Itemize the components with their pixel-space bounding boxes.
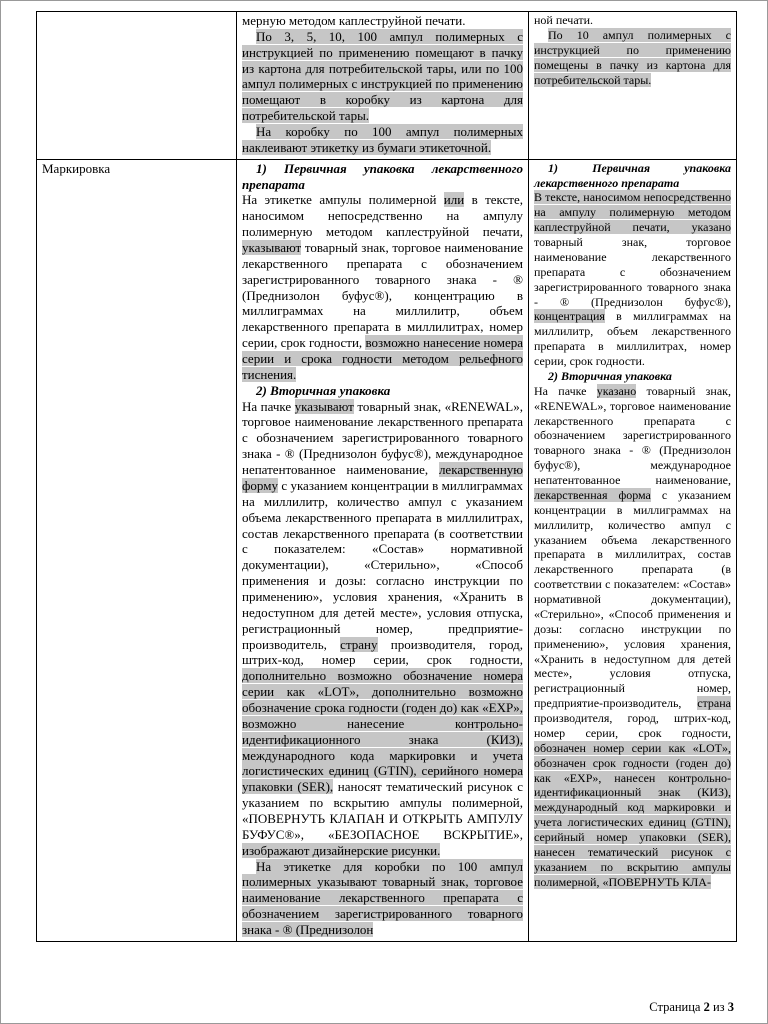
text-run: На пачке bbox=[534, 383, 597, 398]
text-run: ной печати. bbox=[534, 13, 594, 27]
footer-label: Страница bbox=[649, 1000, 704, 1014]
table-row bbox=[37, 159, 737, 941]
text-run: производителя, город, штрих-код, номер серии, срок годности, bbox=[242, 636, 523, 668]
text-run: в тексте, наносимом непосредственно на ампулу полимерную методом каплеструйной печати, bbox=[242, 192, 523, 240]
text-run: На пачке bbox=[242, 398, 295, 414]
text-run: товарный знак, торговое наименование лекарственного препарата с обозначением зарегистрированного товарного знака - ® (Преднизолон буфус®), bbox=[534, 235, 731, 309]
highlighted-text: дополнительно возможно обозначение номера серии как «LOT», дополнительно возможно обозначение срока годности (годен до) как «EXP», возможно нанесение контрольно-идентификационного знака (КИЗ), международного кода маркировки и учета логистических единиц (GTIN), серийного номера упаковки (SER), bbox=[242, 668, 523, 795]
highlighted-text: указывают bbox=[294, 398, 354, 414]
highlighted-text: указано bbox=[596, 383, 637, 398]
page-footer bbox=[649, 1000, 734, 1015]
highlighted-text: обозначен номер серии как «LOT», обозначен срок годности (годен до) как «EXP», нанесен контрольно-идентификационный знак (КИЗ), международный код маркировки и учета логистических единиц (GTIN), серийный номер упаковки (SER), нанесен тематический рисунок с указанием по вскрытию ампулы полимерной, «ПОВЕРНУТЬ КЛА- bbox=[534, 740, 731, 889]
table-cell bbox=[529, 12, 737, 160]
text-run: с указанием концентрации в миллиграммах на миллилитр, количество ампул с указанием объема лекарственного препарата в миллилитрах, состав лекарственного препарата (в соответствии с показателем: «Состав» нормативной документации), «Стерильно», «Способ применения и дозы: согласно инструкции по применению», условия хранения, «Хранить в недоступном для детей месте», условия отпуска, регистрационный номер, предприятие-производитель, bbox=[534, 487, 731, 711]
table-row bbox=[37, 12, 737, 160]
table-cell bbox=[37, 12, 237, 160]
document-page bbox=[1, 1, 767, 1023]
text-run: производителя, город, штрих-код, номер серии, срок годности, bbox=[534, 711, 731, 740]
text-run: товарный знак, «RENEWAL», торговое наименование лекарственного препарата с обозначением зарегистрированного товарного знака - ® (Преднизолон буфус®), международное непатентованное наименование, bbox=[534, 383, 731, 488]
highlighted-text: концентрация bbox=[534, 309, 605, 324]
text-run: 1) Первичная упаковка лекарственного препарата bbox=[242, 160, 523, 192]
highlighted-text: страна bbox=[697, 696, 731, 711]
cell-heading bbox=[534, 161, 731, 191]
footer-page-number: 2 bbox=[703, 1000, 710, 1014]
table-cell bbox=[237, 12, 529, 160]
cell-paragraph bbox=[242, 124, 523, 156]
highlighted-text: На коробку по 100 ампул полимерных наклеивают этикетку из бумаги этикеточной. bbox=[242, 124, 523, 155]
cell-paragraph bbox=[534, 384, 731, 890]
highlighted-text: возможно нанесение номера серии и срока годности методом рельефного тиснения. bbox=[242, 335, 523, 382]
text-run: товарный знак, торговое наименование лекарственного препарата с обозначением зарегистрированного товарного знака - ® (Преднизолон буфус®), концентрацию в миллиграммах на миллилитр, объем лекарственного препарата в миллилитрах, номер серии, срок годности, bbox=[242, 240, 523, 351]
comparison-table bbox=[36, 11, 737, 942]
cell-paragraph bbox=[242, 13, 523, 29]
table-cell bbox=[37, 159, 237, 941]
cell-heading bbox=[242, 383, 523, 399]
text-run: мерную методом каплеструйной печати. bbox=[242, 13, 466, 28]
text-run: 1) Первичная упаковка лекарственного препарата bbox=[534, 160, 731, 190]
cell-paragraph bbox=[242, 192, 523, 382]
footer-separator: из bbox=[709, 1000, 728, 1014]
highlighted-text: лекарственная форма bbox=[534, 487, 651, 502]
highlighted-text: На этикетке для коробки по 100 ампул полимерных указывают товарный знак, торговое наименование лекарственного препарата с обозначением зарегистрированного товарного знака - ® (Преднизолон bbox=[242, 858, 523, 937]
cell-paragraph bbox=[242, 859, 523, 938]
highlighted-text: страну bbox=[340, 636, 378, 652]
text-run: наносят тематический рисунок с указанием по вскрытию ампулы полимерной, «ПОВЕРНУТЬ КЛАПАН И ОТКРЫТЬ АМПУЛУ БУФУС®», «БЕЗОПАСНОЕ ВСКРЫТИЕ», bbox=[242, 779, 523, 842]
table-body bbox=[37, 12, 737, 942]
cell-heading bbox=[534, 369, 731, 384]
text-run: товарный знак, «RENEWAL», торговое наименование лекарственного препарата с обозначением зарегистрированного товарного знака - ® (Преднизолон буфус®), международное непатентованное наименование, bbox=[242, 398, 523, 478]
text-run: 2) Вторичная упаковка bbox=[548, 368, 672, 383]
highlighted-text: В тексте, наносимом непосредственно на ампулу полимерную методом каплеструйной печати, bbox=[534, 190, 731, 235]
text-run: в миллиграммах на миллилитр, объем лекарственного препарата в миллилитрах, номер серии, срок годности. bbox=[534, 309, 731, 369]
footer-page-total: 3 bbox=[727, 1000, 734, 1014]
text-run: Маркировка bbox=[42, 160, 111, 176]
cell-paragraph bbox=[534, 190, 731, 369]
text-run: с указанием концентрации в миллиграммах на миллилитр, количество ампул с указанием объема лекарственного препарата в миллилитрах, состав лекарственного препарата (в соответствии с показателем: «Состав» нормативной документации), «Стерильно», «Способ применения и дозы: согласно инструкции по применению», условия хранения, «Хранить в недоступном для детей месте», условия отпуска, регистрационный номер, предприятие-производитель, bbox=[242, 477, 523, 652]
highlighted-text: лекарственную форму bbox=[242, 462, 523, 493]
highlighted-text: или bbox=[443, 192, 465, 208]
highlighted-text: указано bbox=[691, 220, 731, 235]
highlighted-text: указывают bbox=[242, 240, 302, 256]
table-cell bbox=[237, 159, 529, 941]
cell-heading bbox=[242, 161, 523, 193]
highlighted-text: По 3, 5, 10, 100 ампул полимерных с инструкцией по применению помещают в пачку из картона для потребительской тары, или по 100 ампул полимерных с инструкцией по применению помещают в коробку из картона для потребительской тары. bbox=[242, 28, 523, 124]
cell-paragraph bbox=[534, 13, 731, 28]
highlighted-text: изображают дизайнерские рисунки. bbox=[242, 842, 441, 858]
cell-paragraph bbox=[534, 28, 731, 88]
cell-paragraph bbox=[242, 29, 523, 124]
text-run: 2) Вторичная упаковка bbox=[256, 382, 391, 398]
table-cell bbox=[529, 159, 737, 941]
text-run: На этикетке ампулы полимерной bbox=[242, 192, 444, 208]
highlighted-text: По 10 ампул полимерных с инструкцией по применению помещены в пачку из картона для потребительской тары. bbox=[534, 27, 731, 87]
cell-paragraph bbox=[242, 399, 523, 859]
cell-paragraph bbox=[42, 161, 231, 177]
